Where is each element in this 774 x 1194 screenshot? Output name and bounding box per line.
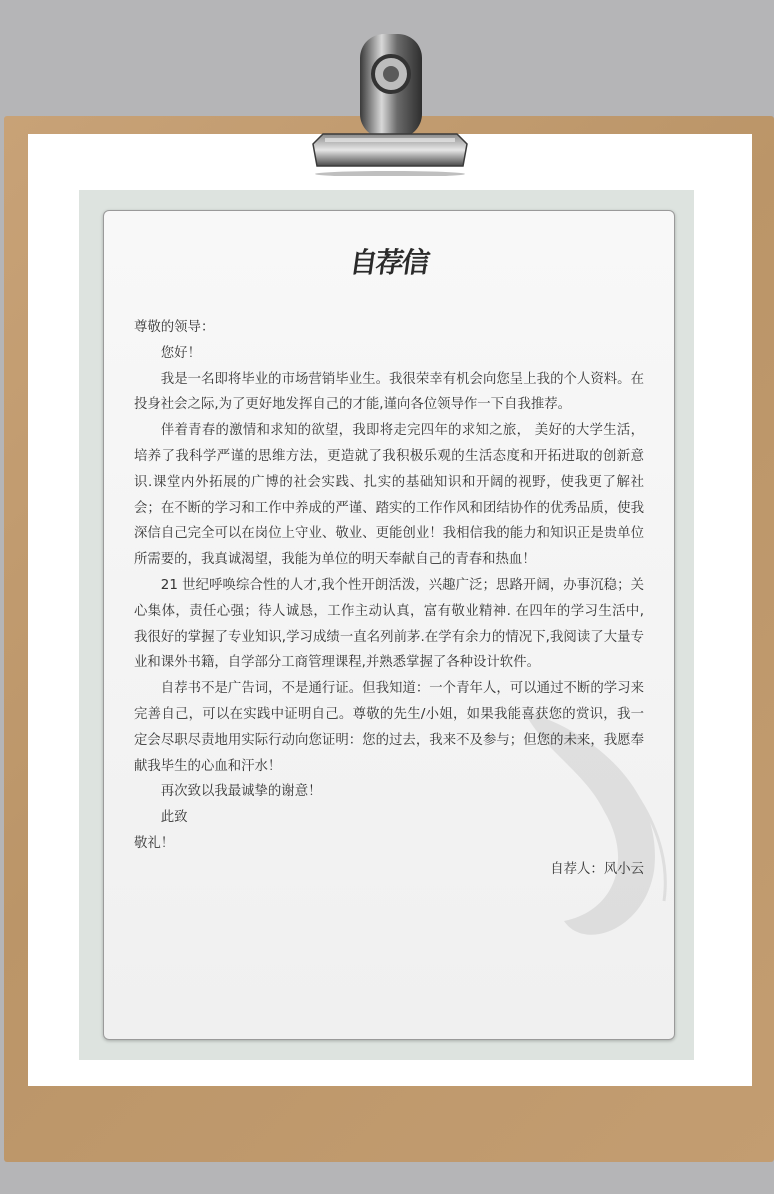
greeting: 您好！ [160,345,201,361]
letter-body [134,315,644,883]
thanks-line: 再次致以我最诚挚的谢意！ [160,784,322,800]
paragraph-personality: 21 世纪呼唤综合性的人才,我个性开朗活泼，兴趣广泛；思路开阔，办事沉稳；关心集体，责任心强；待人诚恳，工作主动认真，富有敬业精神. 在四年的学习生活中, 我很好的掌握了专业知识,学习成绩一直名列前茅.在学有余力的情况下,我阅读了大量专业和课外书籍，自学部分工商管理课程,并熟悉掌握了各种设计软件。 [134,577,644,671]
letter-sheet [103,210,675,1040]
paragraph-education: 伴着青春的激情和求知的欲望，我即将走完四年的求知之旅， 美好的大学生活，培养了我科学严谨的思维方法，更造就了我积极乐观的生活态度和开拓进取的创新意识.课堂内外拓展的广博的社会实践、扎实的基础知识和开阔的视野，使我更了解社会；在不断的学习和工作中养成的严谨、踏实的工作作风和团结协作的优秀品质，使我深信自己完全可以在岗位上守业、敬业、更能创业！我相信我的能力和知识正是贵单位所需要的，我真诚渴望，我能为单位的明天奉献自己的青春和热血！ [134,423,644,568]
closing-cizhi: 此致 [160,810,188,826]
binder-clip-icon [305,26,475,176]
paragraph-intro: 我是一名即将毕业的市场营销毕业生。我很荣幸有机会向您呈上我的个人资料。在投身社会之际,为了更好地发挥自己的才能,谨向各位领导作一下自我推荐。 [134,371,644,413]
signature: 自荐人：风小云 [550,861,644,877]
closing-jingli: 敬礼！ [134,835,175,851]
paragraph-closing: 自荐书不是广告词，不是通行证。但我知道：一个青年人，可以通过不断的学习来完善自己，可以在实践中证明自己。尊敬的先生/小姐，如果我能喜获您的赏识，我一定会尽职尽责地用实际行动向您证明：您的过去，我来不及参与；但您的未来，我愿奉献我毕生的心血和汗水！ [134,681,644,774]
letter-title: 自荐信 [347,246,431,279]
salutation: 尊敬的领导： [134,320,215,335]
